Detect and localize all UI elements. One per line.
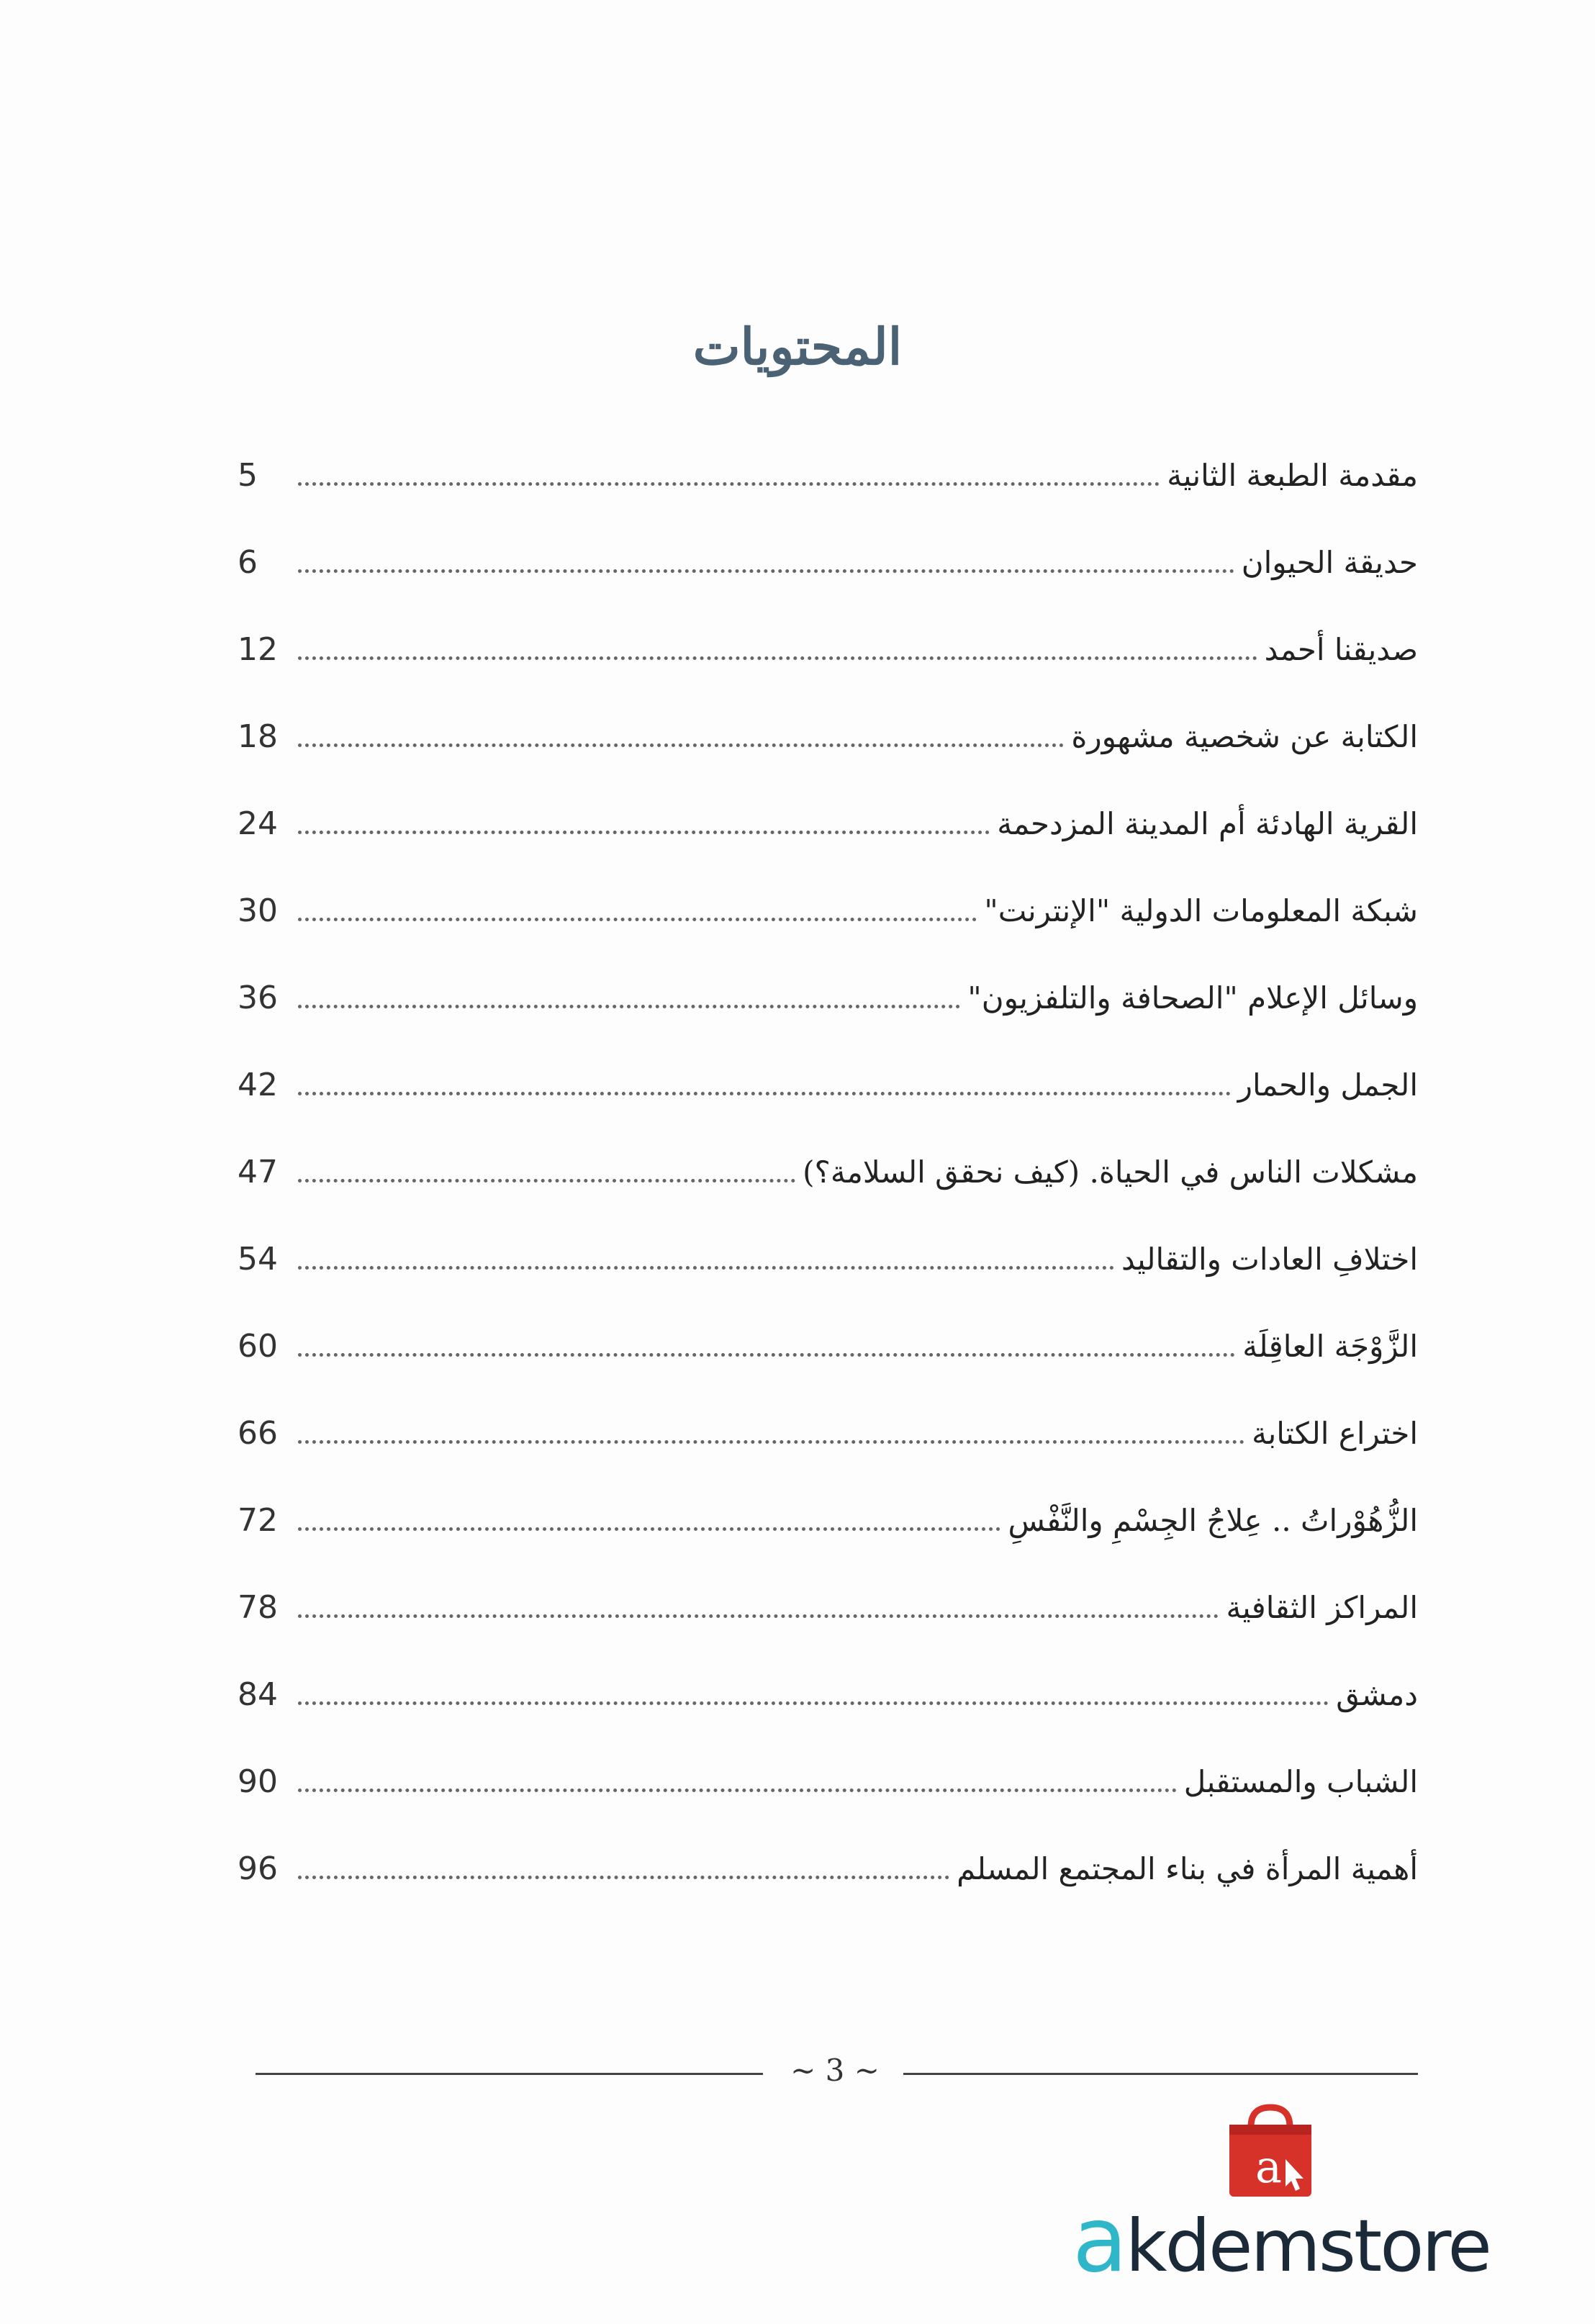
dot-leader	[298, 569, 1234, 573]
toc-entry-page: 60	[238, 1328, 278, 1365]
toc-entry-title: صديقنا أحمد	[1264, 632, 1418, 667]
toc-entry-title: القرية الهادئة أم المدينة المزدحمة	[997, 806, 1418, 841]
akdemstore-logo	[1072, 2102, 1490, 2292]
toc-entry	[238, 519, 1418, 606]
toc-entry	[238, 1738, 1418, 1825]
toc-entry-page: 18	[238, 718, 278, 755]
dot-leader	[298, 1005, 960, 1008]
toc-entry-title: مشكلات الناس في الحياة. (كيف نحقق السلامة؟)	[803, 1154, 1418, 1190]
toc-entry-page: 78	[238, 1589, 278, 1626]
toc-entry	[238, 432, 1418, 519]
toc-entry	[238, 1041, 1418, 1129]
toc-entry	[238, 867, 1418, 954]
toc-entry-title: وسائل الإعلام "الصحافة والتلفزيون"	[967, 980, 1418, 1016]
toc-entry-page: 90	[238, 1763, 278, 1800]
toc-entry-page: 42	[238, 1067, 278, 1103]
toc-entry-title: المراكز الثقافية	[1226, 1590, 1418, 1625]
toc-entry-page: 66	[238, 1415, 278, 1452]
toc-entry-title: اختلافِ العادات والتقاليد	[1121, 1242, 1418, 1277]
toc-entry-title: دمشق	[1336, 1677, 1418, 1712]
dot-leader	[298, 743, 1064, 747]
toc-entry-title: الشباب والمستقبل	[1183, 1764, 1418, 1799]
toc-entry	[238, 1216, 1418, 1303]
toc-entry	[238, 1825, 1418, 1912]
page-title: المحتويات	[692, 317, 903, 376]
toc-entry-title: شبكة المعلومات الدولية "الإنترنت"	[984, 893, 1418, 928]
dot-leader	[298, 1614, 1219, 1618]
toc-entry	[238, 1129, 1418, 1216]
toc-entry-page: 96	[238, 1850, 278, 1887]
toc-entry	[238, 1651, 1418, 1738]
toc-entry	[238, 1390, 1418, 1477]
logo-text: kdemstore	[1125, 2204, 1490, 2288]
toc-entry	[238, 1477, 1418, 1564]
shopping-bag-icon	[1224, 2102, 1317, 2199]
toc-entry-page: 6	[238, 544, 258, 581]
dot-leader	[298, 1527, 1000, 1531]
dot-leader	[298, 1876, 949, 1879]
toc-entry-title: الكتابة عن شخصية مشهورة	[1071, 719, 1418, 754]
dot-leader	[298, 831, 990, 834]
dot-leader	[298, 1179, 795, 1183]
toc-entry-title: الجمل والحمار	[1237, 1067, 1418, 1103]
toc-entry-page: 36	[238, 980, 278, 1016]
dot-leader	[298, 656, 1257, 660]
toc-entry-page: 5	[238, 457, 258, 494]
toc-entry-page: 54	[238, 1241, 278, 1278]
page-number: ~ 3 ~	[790, 2053, 880, 2088]
toc-entry-page: 24	[238, 805, 278, 842]
logo-letter-a: a	[1072, 2188, 1126, 2292]
toc-entry-page: 30	[238, 892, 278, 929]
toc-entry-title: اختراع الكتابة	[1252, 1416, 1418, 1451]
toc-entry-page: 47	[238, 1154, 278, 1190]
toc-entry	[238, 1303, 1418, 1390]
footer-rule-right	[903, 2073, 1418, 2075]
table-of-contents	[238, 432, 1418, 1912]
toc-entry	[238, 954, 1418, 1041]
bag-letter: a	[1255, 2140, 1282, 2193]
toc-entry-title: الزُّهُوْراتُ .. عِلاجُ الجِسْمِ والنَّفْسِ	[1008, 1503, 1418, 1538]
toc-entry-title: الزَّوْجَة العاقِلَة	[1242, 1329, 1418, 1364]
dot-leader	[298, 1701, 1329, 1705]
toc-entry	[238, 606, 1418, 693]
toc-entry	[238, 780, 1418, 867]
toc-entry-title: حديقة الحيوان	[1241, 545, 1418, 580]
toc-entry-page: 84	[238, 1676, 278, 1713]
toc-entry	[238, 693, 1418, 780]
dot-leader	[298, 482, 1160, 486]
toc-entry	[238, 1564, 1418, 1651]
dot-leader	[298, 1092, 1231, 1095]
dot-leader	[298, 1440, 1244, 1444]
dot-leader	[298, 1789, 1177, 1792]
dot-leader	[298, 918, 977, 921]
dot-leader	[298, 1266, 1114, 1270]
logo-wordmark	[1072, 2188, 1490, 2292]
footer-rule-left	[256, 2073, 763, 2075]
toc-entry-page: 12	[238, 631, 278, 668]
toc-entry-page: 72	[238, 1502, 278, 1539]
toc-entry-title: أهمية المرأة في بناء المجتمع المسلم	[957, 1851, 1418, 1886]
dot-leader	[298, 1353, 1235, 1357]
toc-entry-title: مقدمة الطبعة الثانية	[1167, 458, 1418, 493]
